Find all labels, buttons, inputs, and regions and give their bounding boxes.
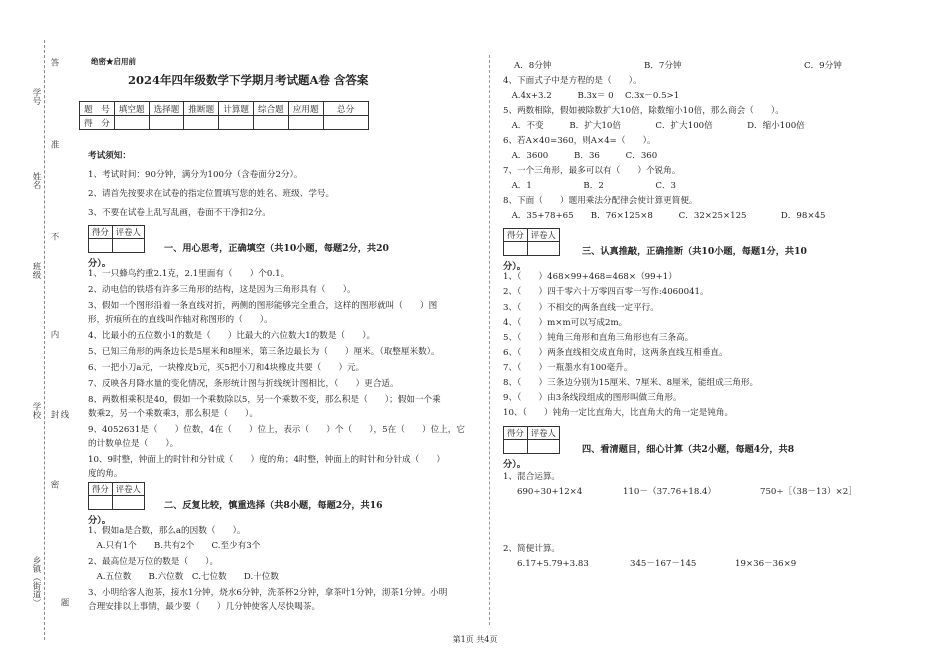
question-line: 5、两数相除，假如被除数扩大10倍，除数缩小10倍，那么商会（ ）。 bbox=[503, 106, 784, 116]
instruction-item: 3、不要在试卷上乱写乱画，卷面不干净扣2分。 bbox=[88, 208, 271, 218]
question-line: A．1 B．2 C．3 bbox=[503, 181, 677, 191]
score-table-cell: 题 号 bbox=[80, 102, 115, 116]
question-line: 3、小明给客人泡茶，接水1分钟，烧水6分钟，洗茶杯2分钟，拿茶叶1分钟，沏茶1分钟。小明 bbox=[88, 588, 448, 598]
score-input-cell[interactable] bbox=[219, 116, 254, 130]
margin-label-school: 学校 bbox=[31, 402, 41, 419]
question-line: 2、动电信的铁塔有许多三角形的结构，这是因为三角形具有（ ）。 bbox=[88, 285, 356, 295]
score-input-cell[interactable] bbox=[149, 116, 184, 130]
section3-title-tail: 分）。 bbox=[503, 261, 526, 272]
judge-line: 1、（ ）468×99+468=468×（99+1） bbox=[503, 272, 677, 282]
judge-line: 5、（ ）钝角三角形和直角三角形也有三条高。 bbox=[503, 333, 694, 343]
question-line: A.4x+3.2 B.3x＝ 0 C.3x－0.5>1 bbox=[503, 91, 680, 101]
question-line: 1、假如a是合数，那么a的因数（ ）。 bbox=[88, 526, 246, 536]
calc-expression: 750÷［（38－13）×2］ bbox=[760, 487, 857, 497]
judge-line: 2、（ ）四千零六十万零四百零一写作:4060041。 bbox=[503, 287, 709, 297]
question-line: A．3600 B．36 C．360 bbox=[503, 151, 658, 161]
question-line: 6、一把小刀a元，一块橡皮b元，买5把小刀和4块橡皮共要（ ）元。 bbox=[88, 363, 365, 373]
question-line: 7、反映各月降水量的变化情况，条形统计图与折线统计图相比，（ ）更合适。 bbox=[88, 379, 399, 389]
score-input-cell[interactable] bbox=[184, 116, 219, 130]
grader-score-cell[interactable] bbox=[89, 239, 113, 253]
margin-label-class: 班级 bbox=[31, 262, 41, 279]
binding-line bbox=[44, 40, 45, 640]
question-line: 度的角。 bbox=[88, 469, 123, 479]
option-line: C．9分钟 bbox=[804, 61, 842, 71]
instruction-item: 1、考试时间：90分钟，满分为100分（含卷面分2分）。 bbox=[88, 170, 303, 180]
question-line: 9、4052631是（ ）位数，4在（ ）位上，表示（ ）个（ ），5在（ ）位上，它 bbox=[88, 425, 465, 435]
seal-char-mi: 密 bbox=[49, 480, 59, 489]
grader-score-label: 得分 bbox=[89, 226, 113, 239]
question-line: A．不变 B．扩大10倍 C．扩大100倍 D．缩小100倍 bbox=[503, 121, 805, 131]
judge-line: 10、（ ）钝角一定比直角大，比直角大的角一定是钝角。 bbox=[503, 408, 734, 418]
question-line: 2、最高位是万位的数是（ ）。 bbox=[88, 557, 219, 567]
judge-line: 7、（ ）一瓶墨水有100毫升。 bbox=[503, 363, 633, 373]
judge-line: 9、（ ）由3条线段组成的图形叫做三角形。 bbox=[503, 393, 682, 403]
calc-expression: 6.17+5.79+3.83 bbox=[517, 559, 589, 569]
score-table-cell: 综合题 bbox=[253, 102, 288, 116]
seal-char-xian: 线 bbox=[59, 410, 69, 419]
question-line: 合理安排以上事情，最少要（ ）几分钟使客人尽快喝茶。 bbox=[88, 602, 321, 612]
margin-label-township: 乡镇（街道） bbox=[31, 556, 41, 607]
calc-question: 1、混合运算。 bbox=[503, 472, 561, 482]
score-table-cell: 选择题 bbox=[149, 102, 184, 116]
section2-title-tail: 分）。 bbox=[88, 515, 111, 526]
grader-reviewer-cell[interactable] bbox=[112, 239, 144, 253]
judge-line: 8、（ ）三条边分别为15厘米、7厘米、8厘米，能组成三角形。 bbox=[503, 378, 759, 388]
grader-box bbox=[88, 482, 145, 510]
score-table-header-row bbox=[80, 102, 369, 116]
calc-expression: 110－（37.76+18.4） bbox=[623, 487, 717, 497]
question-line: A.五位数 B.六位数 C.七位数 D.十位数 bbox=[88, 572, 279, 582]
seal-char-bu: 不 bbox=[49, 232, 59, 241]
option-line: A．8分钟 bbox=[514, 61, 552, 71]
question-line: 4、下面式子中是方程的是（ ）。 bbox=[503, 76, 642, 86]
score-table-cell: 填空题 bbox=[114, 102, 149, 116]
grader-score-label: 得分 bbox=[504, 427, 528, 440]
seal-char-nei: 内 bbox=[49, 330, 59, 339]
grader-box bbox=[503, 228, 560, 256]
instructions-title: 考试须知： bbox=[88, 151, 131, 161]
margin-label-student-id: 学号 bbox=[31, 88, 41, 105]
question-line: 的计数单位是（ ）。 bbox=[88, 439, 179, 449]
section3-title: 三、认真推敲，正确推断（共10小题，每题1分，共10 bbox=[582, 246, 807, 257]
grader-reviewer-label: 评卷人 bbox=[112, 483, 144, 496]
grader-box bbox=[503, 426, 560, 454]
page-title: 2024年四年级数学下学期月考试题A卷 含答案 bbox=[128, 73, 369, 87]
question-line: A．35+78+65 B．76×125×8 C．32×25×125 D．98×45 bbox=[503, 211, 826, 221]
grader-reviewer-cell[interactable] bbox=[527, 440, 559, 454]
question-line: 10、9时整，钟面上的时针和分针成（ ）度的角；4时整，钟面上的时针和分针成（ ） bbox=[88, 455, 446, 465]
score-table-cell: 推断题 bbox=[184, 102, 219, 116]
question-line: 7、一个三角形，最多可以有（ ）个锐角。 bbox=[503, 166, 681, 176]
seal-char-feng: 封 bbox=[49, 410, 59, 419]
secret-label: 绝密★启用前 bbox=[91, 57, 136, 66]
margin-label-name: 姓名 bbox=[31, 172, 41, 189]
question-line: 4、比最小的五位数小1的数是（ ）比最大的六位数大1的数是（ ）。 bbox=[88, 331, 376, 341]
grader-score-cell[interactable] bbox=[504, 242, 528, 256]
section2-title: 二、反复比较，慎重选择（共8小题，每题2分，共16 bbox=[164, 500, 383, 511]
question-line: 1、一只蜂鸟约重2.1克，2.1里面有（ ）个0.1。 bbox=[88, 269, 290, 279]
score-input-cell[interactable] bbox=[323, 116, 368, 130]
grader-score-cell[interactable] bbox=[504, 440, 528, 454]
score-table-score-row bbox=[80, 116, 369, 130]
judge-line: 3、（ ）不相交的两条直线一定平行。 bbox=[503, 303, 659, 313]
question-line: A.只有1个 B.共有2个 C.至少有3个 bbox=[88, 541, 261, 551]
question-line: 3、假如一个图形沿着一条直线对折，两侧的图形能够完全重合，这样的图形就叫（ ）图 bbox=[88, 301, 438, 311]
judge-line: 4、（ ）m×m可以写成2m。 bbox=[503, 318, 628, 328]
score-table-cell: 得 分 bbox=[80, 116, 115, 130]
question-line: 8、下面（ ）题用乘法分配律会使计算更简便。 bbox=[503, 196, 698, 206]
score-table-cell: 总分 bbox=[323, 102, 368, 116]
calc-expression: 345－167－145 bbox=[630, 559, 697, 569]
grader-score-label: 得分 bbox=[89, 483, 113, 496]
grader-score-label: 得分 bbox=[504, 229, 528, 242]
score-input-cell[interactable] bbox=[114, 116, 149, 130]
calc-question: 2、简便计算。 bbox=[503, 544, 561, 554]
score-input-cell[interactable] bbox=[288, 116, 323, 130]
grader-reviewer-label: 评卷人 bbox=[527, 229, 559, 242]
question-line: 6、若A×40=360，则A×4=（ ）。 bbox=[503, 136, 656, 146]
score-input-cell[interactable] bbox=[253, 116, 288, 130]
seal-char-ti: 题 bbox=[59, 598, 69, 607]
score-table-cell: 计算题 bbox=[219, 102, 254, 116]
section4-title-tail: 分）。 bbox=[503, 459, 526, 470]
question-line: 形，折痕所在的直线叫作轴对称图形的（ ）。 bbox=[88, 315, 273, 325]
section4-title: 四、看清题目，细心计算（共2小题，每题4分，共8 bbox=[582, 444, 795, 455]
score-table bbox=[79, 101, 369, 130]
judge-line: 6、（ ）两条直线相交成直角时，这两条直线互相垂直。 bbox=[503, 348, 728, 358]
seal-char-da: 答 bbox=[49, 58, 59, 67]
column-divider bbox=[489, 55, 490, 625]
score-table-cell: 应用题 bbox=[288, 102, 323, 116]
grader-score-cell[interactable] bbox=[89, 496, 113, 510]
grader-reviewer-label: 评卷人 bbox=[112, 226, 144, 239]
grader-reviewer-cell[interactable] bbox=[527, 242, 559, 256]
calc-expression: 19×36－36×9 bbox=[735, 559, 797, 569]
question-line: 5、已知三角形的两条边长是5厘米和8厘米，第三条边最长为（ ）厘米。（取整厘米数）。 bbox=[88, 347, 440, 357]
grader-reviewer-cell[interactable] bbox=[112, 496, 144, 510]
question-line: 数乘2，另一个乘数乘3，那么积是（ ）。 bbox=[88, 409, 258, 419]
section1-title-tail: 分）。 bbox=[88, 258, 111, 269]
instruction-item: 2、请首先按要求在试卷的指定位置填写您的姓名、班级、学号。 bbox=[88, 189, 335, 199]
grader-reviewer-label: 评卷人 bbox=[527, 427, 559, 440]
page-footer: 第1页 共4页 bbox=[452, 635, 498, 644]
option-line: B．7分钟 bbox=[644, 61, 682, 71]
calc-expression: 690÷30+12×4 bbox=[517, 487, 583, 497]
question-line: 8、两数相乘积是40，假如一个乘数除以5，另一个乘数不变，那么积是（ ）；假如一个乘 bbox=[88, 395, 441, 405]
grader-box bbox=[88, 225, 145, 253]
seal-char-zhun: 准 bbox=[49, 140, 59, 149]
section1-title: 一、用心思考，正确填空（共10小题，每题2分，共20 bbox=[164, 243, 389, 254]
